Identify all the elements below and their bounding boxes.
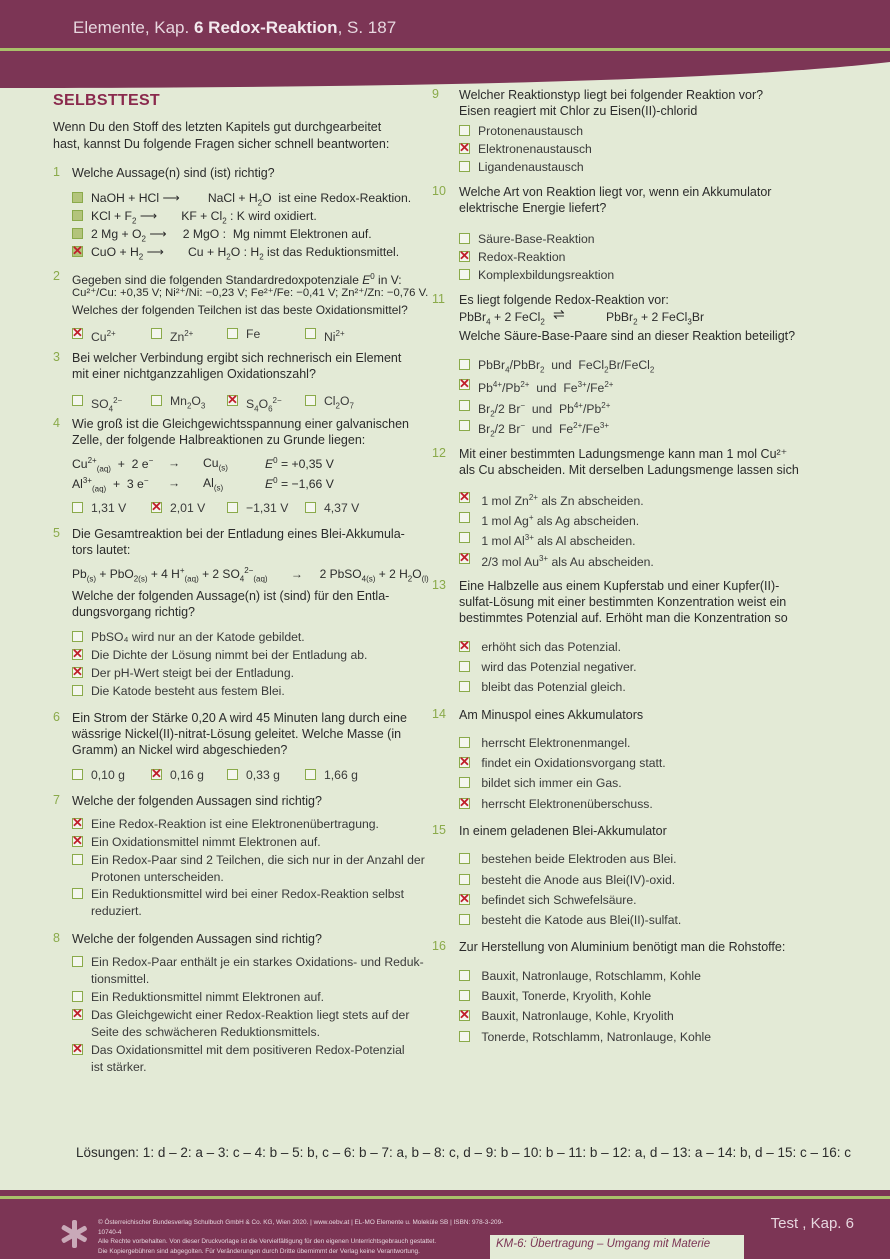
q3-option-a-text: $SO_4^{2-}$ [91, 396, 123, 414]
question-text-line2: tors lautet: [72, 543, 131, 557]
question-text-line2: mit einer nichtganzzahligen Oxidationszahl? [72, 367, 316, 381]
q15-option-b[interactable] [459, 872, 675, 889]
q15-option-c-text [478, 892, 637, 909]
checkbox[interactable] [459, 970, 470, 981]
q11-option-a-text: PbBr$_4$/PbBr$_2$ und FeCl$_2$Br/FeCl$_2$ [478, 358, 655, 375]
q11-option-b[interactable] [459, 377, 613, 397]
q8-option-d-line2: ist stärker. [91, 1059, 147, 1074]
q7-option-d-line1: Ein Reduktionsmittel wird bei einer Redox-Reaktion selbst [91, 887, 404, 901]
q4-option-b[interactable] [151, 500, 205, 517]
q9-option-c-text: Ligandenaustausch [478, 160, 584, 174]
checkbox[interactable] [459, 359, 470, 370]
q5-option-b-text: Die Dichte der Lösung nimmt bei der Entladung ab. [91, 648, 368, 662]
q1-option-b-text: KCl + $F_2$ ⟶ KF + $Cl_2$ : K wird oxidiert. [91, 209, 317, 226]
checkbox[interactable] [72, 395, 83, 406]
question-text: Welche Art von Reaktion liegt vor, wenn ein Akkumulator [459, 185, 772, 199]
q7-option-a-text: Eine Redox-Reaktion ist eine Elektronenübertragung. [91, 817, 379, 831]
question-text-line3: Welche der folgenden Aussage(n) ist (sind) für den Entla- [72, 589, 390, 603]
question-text: Wie groß ist die Gleichgewichtsspannung einer galvanischen [72, 417, 409, 431]
q1-option-a-text: NaOH + HCl ⟶ NaCl + $H_2O$ ist eine Redox-Reaktion. [91, 191, 412, 208]
question-text: Es liegt folgende Redox-Reaktion vor: [459, 293, 669, 307]
checkbox-checked[interactable] [459, 641, 470, 652]
question-text: Welche der folgenden Aussagen sind richtig? [72, 932, 322, 946]
q5-option-a[interactable] [72, 629, 305, 646]
question-text: Ein Strom der Stärke 0,20 A wird 45 Minuten lang durch eine [72, 711, 407, 725]
q15-option-c[interactable] [459, 892, 637, 909]
copyright-line-3: Die Kopiergebühren sind abgegolten. Für Veränderungen durch Dritte übernimmt der Verlag keine Verantwortung. [98, 1247, 420, 1255]
q8-option-b[interactable] [72, 989, 324, 1006]
checkbox[interactable] [72, 192, 83, 203]
q13-option-c[interactable] [459, 679, 626, 696]
question-text: Welche der folgenden Aussagen sind richtig? [72, 794, 322, 808]
arrow-right-icon: → [168, 476, 181, 490]
q2-option-a-text: $Cu^{2+}$ [91, 329, 116, 345]
q5-option-a-text: PbSO₄ wird nur an der Katode gebildet. [91, 630, 305, 644]
question-text-line2: wässrige Nickel(II)-nitrat-Lösung geleitet. Welche Masse (in [72, 727, 402, 741]
equilibrium-arrow-icon: ⇌ [553, 306, 565, 322]
q15-option-d-label: besteht die Katode aus Blei(II)-sulfat. [481, 913, 682, 927]
q4-option-c[interactable] [227, 500, 288, 517]
q8-option-c-text [91, 1007, 409, 1040]
q14-option-a-label: herrscht Elektronenmangel. [481, 736, 631, 750]
q10-option-c[interactable] [459, 267, 614, 284]
q5-equation: $Pb_{(s)} + PbO_{2(s)} + 4$ $H^+_{(aq)} + 2$ $SO_4^{2-}_{(aq)}$ → 2 PbSO$_{4(s)}$ + 2 $H_2O_{(l)}$ [72, 566, 429, 584]
checkbox[interactable] [72, 956, 83, 967]
q12-option-a[interactable] [459, 490, 644, 510]
q10-option-a[interactable] [459, 231, 595, 248]
question-text-line2: als Cu abscheiden. Mit derselben Ladungsmenge lassen sich [459, 463, 799, 477]
q11-equation-right: PbBr$_2$ + 2 FeCl$_3$Br [606, 310, 704, 327]
q9-option-a-text: Protonenaustausch [478, 124, 584, 138]
q5-option-d-text: Die Katode besteht aus festem Blei. [91, 684, 285, 698]
q12-option-a-text: 1 mol $Zn^{2+}$ als Zn abscheiden. [478, 493, 644, 509]
q14-option-d[interactable] [459, 796, 653, 813]
q16-option-b-text [478, 988, 651, 1005]
publisher-logo-icon [60, 1218, 88, 1250]
header-prefix: Elemente, Kap. [73, 18, 190, 37]
q14-option-a-text [478, 735, 630, 752]
q2-option-b-text: $Zn^{2+}$ [170, 329, 194, 345]
q8-option-d-text [91, 1042, 405, 1075]
q8-option-b-text: Ein Reduktionsmittel nimmt Elektronen auf. [91, 990, 325, 1004]
q4-option-d-text: 4,37 V [324, 501, 360, 515]
question-number: 12 [432, 446, 446, 460]
copyright-line-2: Alle Rechte vorbehalten. Von dieser Druckvorlage ist die Vervielfältigung für den eigenen Unterrichtsgebrauch gestattet. [98, 1238, 437, 1245]
q6-option-d-text: 1,66 g [324, 768, 358, 782]
q4-option-c-text: −1,31 V [246, 501, 289, 515]
question-number: 6 [53, 710, 60, 724]
q3-option-c[interactable] [227, 393, 282, 418]
q11-option-b-text: $Pb^{4+}/Pb^{2+}$ und $Fe^{3+}/Fe^{2+}$ [478, 380, 614, 396]
question-number: 13 [432, 578, 446, 592]
question-text-line3: Welches der folgenden Teilchen ist das beste Oxidationsmittel? [72, 303, 408, 317]
checkbox[interactable] [72, 228, 83, 239]
checkbox[interactable] [305, 328, 316, 339]
question-text: Bei welcher Verbindung ergibt sich rechnerisch ein Element [72, 351, 402, 365]
q7-option-b[interactable] [72, 834, 321, 851]
checkbox[interactable] [227, 502, 238, 513]
checkbox-checked[interactable] [72, 1009, 83, 1020]
checkbox-checked[interactable] [72, 1044, 83, 1055]
q13-option-a[interactable] [459, 639, 621, 656]
q13-option-a-text [478, 639, 621, 656]
question-text: Welche Aussage(n) sind (ist) richtig? [72, 166, 275, 180]
q3-option-a[interactable] [72, 393, 122, 418]
question-number: 15 [432, 823, 446, 837]
q8-option-c-line1: Das Gleichgewicht einer Redox-Reaktion liegt stets auf der [91, 1008, 410, 1022]
question-text: Eine Halbzelle aus einem Kupferstab und einer Kupfer(II)- [459, 579, 780, 593]
q9-option-a[interactable] [459, 123, 583, 140]
checkbox[interactable] [459, 269, 470, 280]
q3-option-d-text: $Cl_2O_7$ [324, 394, 354, 411]
q11-option-a[interactable] [459, 357, 654, 379]
q4-halfreaction-1-product: $Cu_{(s)}$ [203, 456, 228, 473]
question-number: 10 [432, 184, 446, 198]
checkbox[interactable] [459, 512, 470, 523]
checkbox-checked[interactable] [72, 649, 83, 660]
q9-option-b-text: Elektronenaustausch [478, 142, 592, 156]
checkbox[interactable] [151, 328, 162, 339]
q16-option-d[interactable] [459, 1029, 711, 1046]
checkbox[interactable] [459, 532, 470, 543]
checkbox[interactable] [72, 685, 83, 696]
checkbox[interactable] [305, 395, 316, 406]
checkbox[interactable] [459, 1031, 470, 1042]
checkbox-checked[interactable] [459, 757, 470, 768]
q6-option-b-text: 0,16 g [170, 768, 204, 782]
q4-option-d[interactable] [305, 500, 359, 517]
question-text: In einem geladenen Blei-Akkumulator [459, 824, 667, 838]
section-title: SELBSTTEST [53, 92, 161, 109]
question-text-line3: bestimmtes Potenzial auf. Erhöht man die Konzentration so [459, 611, 788, 625]
checkbox[interactable] [459, 400, 470, 411]
q4-halfreaction-2-product: $Al_{(s)}$ [203, 476, 224, 493]
q2-option-b[interactable] [151, 326, 193, 346]
checkbox[interactable] [459, 990, 470, 1001]
q15-option-a[interactable] [459, 851, 677, 868]
checkbox-checked[interactable] [459, 379, 470, 390]
question-number: 4 [53, 416, 60, 430]
q13-option-b-text [478, 659, 637, 676]
q5-option-d[interactable] [72, 683, 285, 700]
q12-option-d-text: 2/3 mol $Au^{3+}$ als Au abscheiden. [478, 554, 654, 570]
q7-option-b-text: Ein Oxidationsmittel nimmt Elektronen auf. [91, 835, 321, 849]
checkbox-checked[interactable] [72, 818, 83, 829]
q2-option-d[interactable] [305, 326, 345, 346]
q16-option-b-label: Bauxit, Tonerde, Kryolith, Kohle [481, 989, 652, 1003]
checkbox[interactable] [72, 210, 83, 221]
q3-option-b-text: $Mn_2O_3$ [170, 394, 206, 411]
q16-option-d-label: Tonerde, Rotschlamm, Natronlauge, Kohle [481, 1030, 712, 1044]
checkbox[interactable] [227, 328, 238, 339]
question-text-line3: Gramm) an Nickel wird abgeschieden? [72, 743, 288, 757]
q2-option-c[interactable] [227, 326, 260, 343]
q3-option-b[interactable] [151, 393, 205, 415]
question-text: Gegeben sind die folgenden Standardredoxpotenziale $E^0$ in V: [72, 272, 402, 287]
q15-option-b-text [478, 872, 675, 889]
q5-option-c[interactable] [72, 665, 294, 682]
q10-option-b[interactable] [459, 249, 565, 266]
checkbox[interactable] [459, 874, 470, 885]
q16-option-c-text [478, 1008, 674, 1025]
checkbox[interactable] [459, 125, 470, 136]
q4-option-a[interactable] [72, 500, 126, 517]
checkbox-checked[interactable] [459, 798, 470, 809]
q7-option-d-line2: reduziert. [91, 903, 142, 918]
checkbox[interactable] [227, 769, 238, 780]
q13-option-b[interactable] [459, 659, 637, 676]
q14-option-c[interactable] [459, 775, 622, 792]
checkbox[interactable] [459, 161, 470, 172]
q14-option-d-text [478, 796, 653, 813]
q12-option-b[interactable] [459, 510, 639, 530]
checkbox-checked[interactable] [72, 836, 83, 847]
question-text-line2: Zelle, der folgende Halbreaktionen zu Grunde liegen: [72, 433, 366, 447]
checkbox[interactable] [72, 991, 83, 1002]
q7-option-c[interactable] [72, 852, 425, 885]
footer-divider [0, 1196, 890, 1199]
checkbox-checked[interactable] [72, 328, 83, 339]
q13-option-c-label: bleibt das Potenzial gleich. [481, 680, 626, 694]
q1-option-d-text: CuO + $H_2$ ⟶ $Cu + H_2O$ : $H_2$ ist das Reduktionsmittel. [91, 245, 400, 262]
question-number: 2 [53, 269, 60, 283]
q6-option-a[interactable] [72, 767, 125, 784]
q6-option-c[interactable] [227, 767, 280, 784]
header-page: , S. 187 [337, 18, 397, 37]
question-text: Mit einer bestimmten Ladungsmenge kann man 1 mol Cu²⁺ [459, 447, 788, 461]
checkbox[interactable] [72, 769, 83, 780]
q2-option-d-text: $Ni^{2+}$ [324, 329, 345, 345]
q15-option-b-label: besteht die Anode aus Blei(IV)-oxid. [481, 873, 676, 887]
footer-km-label: KM-6: Übertragung – Umgang mit Materie [490, 1235, 744, 1259]
q4-halfreaction-1-potential: $E^0 = +0,35$ V [265, 456, 334, 472]
q12-option-c-text: 1 mol $Al^{3+}$ als Al abscheiden. [478, 533, 636, 549]
q12-option-b-text: 1 mol Ag+ als Ag abscheiden. [478, 513, 640, 529]
copyright-notice [98, 1218, 518, 1256]
q13-option-c-text [478, 679, 626, 696]
q15-option-d[interactable] [459, 912, 681, 929]
question-text: Welcher Reaktionstyp liegt bei folgender Reaktion vor? [459, 88, 764, 102]
copyright-line-1: © Österreichischer Bundesverlag Schulbuch GmbH & Co. KG, Wien 2020. | www.oebv.at | EL-MO Elemente u. Moleküle SB | ISBN: 978-3-209-10740-4 [98, 1219, 504, 1236]
q8-option-a[interactable] [72, 954, 424, 987]
q11-equation-left: PbBr$_4$ + 2 FeCl$_2$ [459, 310, 545, 327]
question-text: Am Minuspol eines Akkumulators [459, 708, 644, 722]
q4-option-b-text: 2,01 V [170, 501, 206, 515]
checkbox[interactable] [459, 853, 470, 864]
q9-option-b[interactable] [459, 141, 592, 158]
q3-option-c-text: $S_4O_6^{2-}$ [246, 396, 282, 414]
q2-option-c-text: Fe [246, 327, 261, 341]
checkbox-checked[interactable] [459, 251, 470, 262]
checkbox-checked[interactable] [459, 143, 470, 154]
question-text-line2: Eisen reagiert mit Chlor zu Eisen(II)-chlorid [459, 104, 698, 118]
q4-halfreaction-1: $Cu^{2+}_{(aq)} + 2$ e− [72, 456, 154, 474]
footer-test-label: Test , Kap. 6 [770, 1215, 854, 1232]
question-text-line2: sulfat-Lösung mit einer bestimmten Konzentration weist ein [459, 595, 787, 609]
q11-option-d-text: $Br_2/2$ Br− und $Fe^{2+}/Fe^{3+}$ [478, 421, 610, 439]
q6-option-a-text: 0,10 g [91, 768, 125, 782]
question-number: 8 [53, 931, 60, 945]
q4-option-a-text: 1,31 V [91, 501, 127, 515]
checkbox-checked[interactable] [459, 1010, 470, 1021]
checkbox[interactable] [151, 395, 162, 406]
checkbox-checked[interactable] [459, 894, 470, 905]
q8-option-a-line1: Ein Redox-Paar enthält je ein starkes Oxidations- und Reduk- [91, 955, 424, 969]
question-text-line3: Welche Säure-Base-Paare sind an dieser Reaktion beteiligt? [459, 329, 796, 343]
checkbox[interactable] [459, 233, 470, 244]
q4-halfreaction-2: $Al^{3+}_{(aq)} + 3$ e− [72, 476, 149, 494]
checkbox-checked[interactable] [151, 769, 162, 780]
q16-option-c-label: Bauxit, Natronlauge, Kohle, Kryolith [481, 1009, 674, 1023]
question-number: 9 [432, 87, 439, 101]
checkbox[interactable] [459, 777, 470, 788]
q15-option-a-label: bestehen beide Elektroden aus Blei. [481, 852, 677, 866]
q13-option-b-label: wird das Potenzial negativer. [481, 660, 637, 674]
question-text-line2: Cu²⁺/Cu: +0,35 V; Ni²⁺/Ni: −0,23 V; Fe²⁺/Fe: −0,41 V; Zn²⁺/Zn: −0,76 V. [72, 287, 429, 299]
checkbox[interactable] [459, 914, 470, 925]
q10-option-c-text: Komplexbildungsreaktion [478, 268, 615, 282]
intro-text: Wenn Du den Stoff des letzten Kapitels gut durchgearbeitet hast, kannst Du folgende Fragen sicher schnell beantworten: [53, 120, 390, 151]
q12-option-d[interactable] [459, 551, 654, 571]
q16-option-d-text [478, 1029, 711, 1046]
q14-option-d-label: herrscht Elektronenüberschuss. [481, 797, 653, 811]
q10-option-a-text: Säure-Base-Reaktion [478, 232, 595, 246]
question-text-line2: elektrische Energie liefert? [459, 201, 607, 215]
checkbox[interactable] [72, 888, 83, 899]
q8-option-a-text [91, 954, 424, 987]
question-text-line4: dungsvorgang richtig? [72, 605, 195, 619]
q8-option-d-line1: Das Oxidationsmittel mit dem positiveren Redox-Potenzial [91, 1043, 405, 1057]
q1-option-d[interactable] [72, 244, 399, 266]
q7-option-d-text [91, 886, 404, 919]
q5-option-b[interactable] [72, 647, 367, 664]
checkbox[interactable] [305, 502, 316, 513]
checkbox-checked[interactable] [459, 492, 470, 503]
q5-option-c-text: Der pH-Wert steigt bei der Entladung. [91, 666, 294, 680]
checkbox[interactable] [72, 854, 83, 865]
q13-option-a-label: erhöht sich das Potenzial. [481, 640, 621, 654]
q8-option-a-line2: tionsmittel. [91, 971, 150, 986]
q8-option-d[interactable] [72, 1042, 405, 1075]
checkbox[interactable] [459, 661, 470, 672]
arrow-right-icon: → [168, 456, 181, 470]
q8-option-c-line2: Seite des schwächeren Reduktionsmittels. [91, 1024, 320, 1039]
checkbox-checked[interactable] [459, 553, 470, 564]
question-number: 16 [432, 939, 446, 953]
q12-option-c[interactable] [459, 530, 636, 550]
question-number: 11 [432, 292, 445, 306]
q9-option-c[interactable] [459, 159, 584, 176]
q14-option-c-label: bildet sich immer ein Gas. [481, 776, 622, 790]
q16-option-a-text [478, 968, 701, 985]
checkbox[interactable] [305, 769, 316, 780]
checkbox[interactable] [459, 737, 470, 748]
q8-option-c[interactable] [72, 1007, 409, 1040]
header-divider [0, 48, 890, 51]
q16-option-c[interactable] [459, 1008, 674, 1025]
checkbox[interactable] [459, 420, 470, 431]
q6-option-d[interactable] [305, 767, 358, 784]
q7-option-a[interactable] [72, 816, 379, 833]
question-text: Zur Herstellung von Aluminium benötigt man die Rohstoffe: [459, 940, 786, 954]
q14-option-b[interactable] [459, 755, 666, 772]
question-text: Die Gesamtreaktion bei der Entladung eines Blei-Akkumula- [72, 527, 405, 541]
checkbox[interactable] [72, 631, 83, 642]
header-chapter: 6 Redox-Reaktion [193, 18, 338, 37]
checkbox[interactable] [72, 502, 83, 513]
q2-option-a[interactable] [72, 326, 116, 346]
q6-option-b[interactable] [151, 767, 204, 784]
checkbox-checked[interactable] [72, 246, 83, 257]
checkbox-checked[interactable] [72, 667, 83, 678]
q3-option-d[interactable] [305, 393, 354, 415]
solutions-line: Lösungen: 1: d – 2: a – 3: c – 4: b – 5: b, c – 6: b – 7: a, b – 8: c, d – 9: b – 10: b – 11: b – 12: a, d – 13: a – 14: b, d – 15: c – 16: c [76, 1145, 852, 1160]
q15-option-d-text [478, 912, 681, 929]
q10-option-b-text: Redox-Reaktion [478, 250, 566, 264]
q15-option-c-label: befindet sich Schwefelsäure. [481, 893, 637, 907]
question-number: 7 [53, 793, 60, 807]
question-number: 1 [53, 165, 60, 179]
question-number: 5 [53, 526, 60, 540]
q14-option-c-text [478, 775, 622, 792]
checkbox-checked[interactable] [151, 502, 162, 513]
q14-option-b-label: findet ein Oxidationsvorgang statt. [481, 756, 666, 770]
q7-option-c-line2: Protonen unterscheiden. [91, 869, 224, 884]
q1-option-c-text: 2 $Mg + O_2$ ⟶ 2 MgO : Mg nimmt Elektronen auf. [91, 227, 372, 244]
q16-option-a-label: Bauxit, Natronlauge, Rotschlamm, Kohle [481, 969, 701, 983]
q7-option-c-text [91, 852, 425, 885]
q14-option-a[interactable] [459, 735, 630, 752]
page-header-title [73, 18, 396, 38]
checkbox[interactable] [459, 681, 470, 692]
question-number: 14 [432, 707, 446, 721]
checkbox-checked[interactable] [227, 395, 238, 406]
q11-option-c-text: $Br_2/2$ Br− und $Pb^{4+}/Pb^{2+}$ [478, 401, 611, 419]
q11-option-d[interactable] [459, 418, 609, 443]
q6-option-c-text: 0,33 g [246, 768, 280, 782]
q4-halfreaction-2-potential: $E^0 = -1,66$ V [265, 476, 334, 492]
q7-option-d[interactable] [72, 886, 404, 919]
q7-option-c-line1: Ein Redox-Paar sind 2 Teilchen, die sich nur in der Anzahl der [91, 853, 425, 867]
q16-option-a[interactable] [459, 968, 701, 985]
q16-option-b[interactable] [459, 988, 651, 1005]
q15-option-a-text [478, 851, 677, 868]
question-number: 3 [53, 350, 60, 364]
q14-option-b-text [478, 755, 666, 772]
